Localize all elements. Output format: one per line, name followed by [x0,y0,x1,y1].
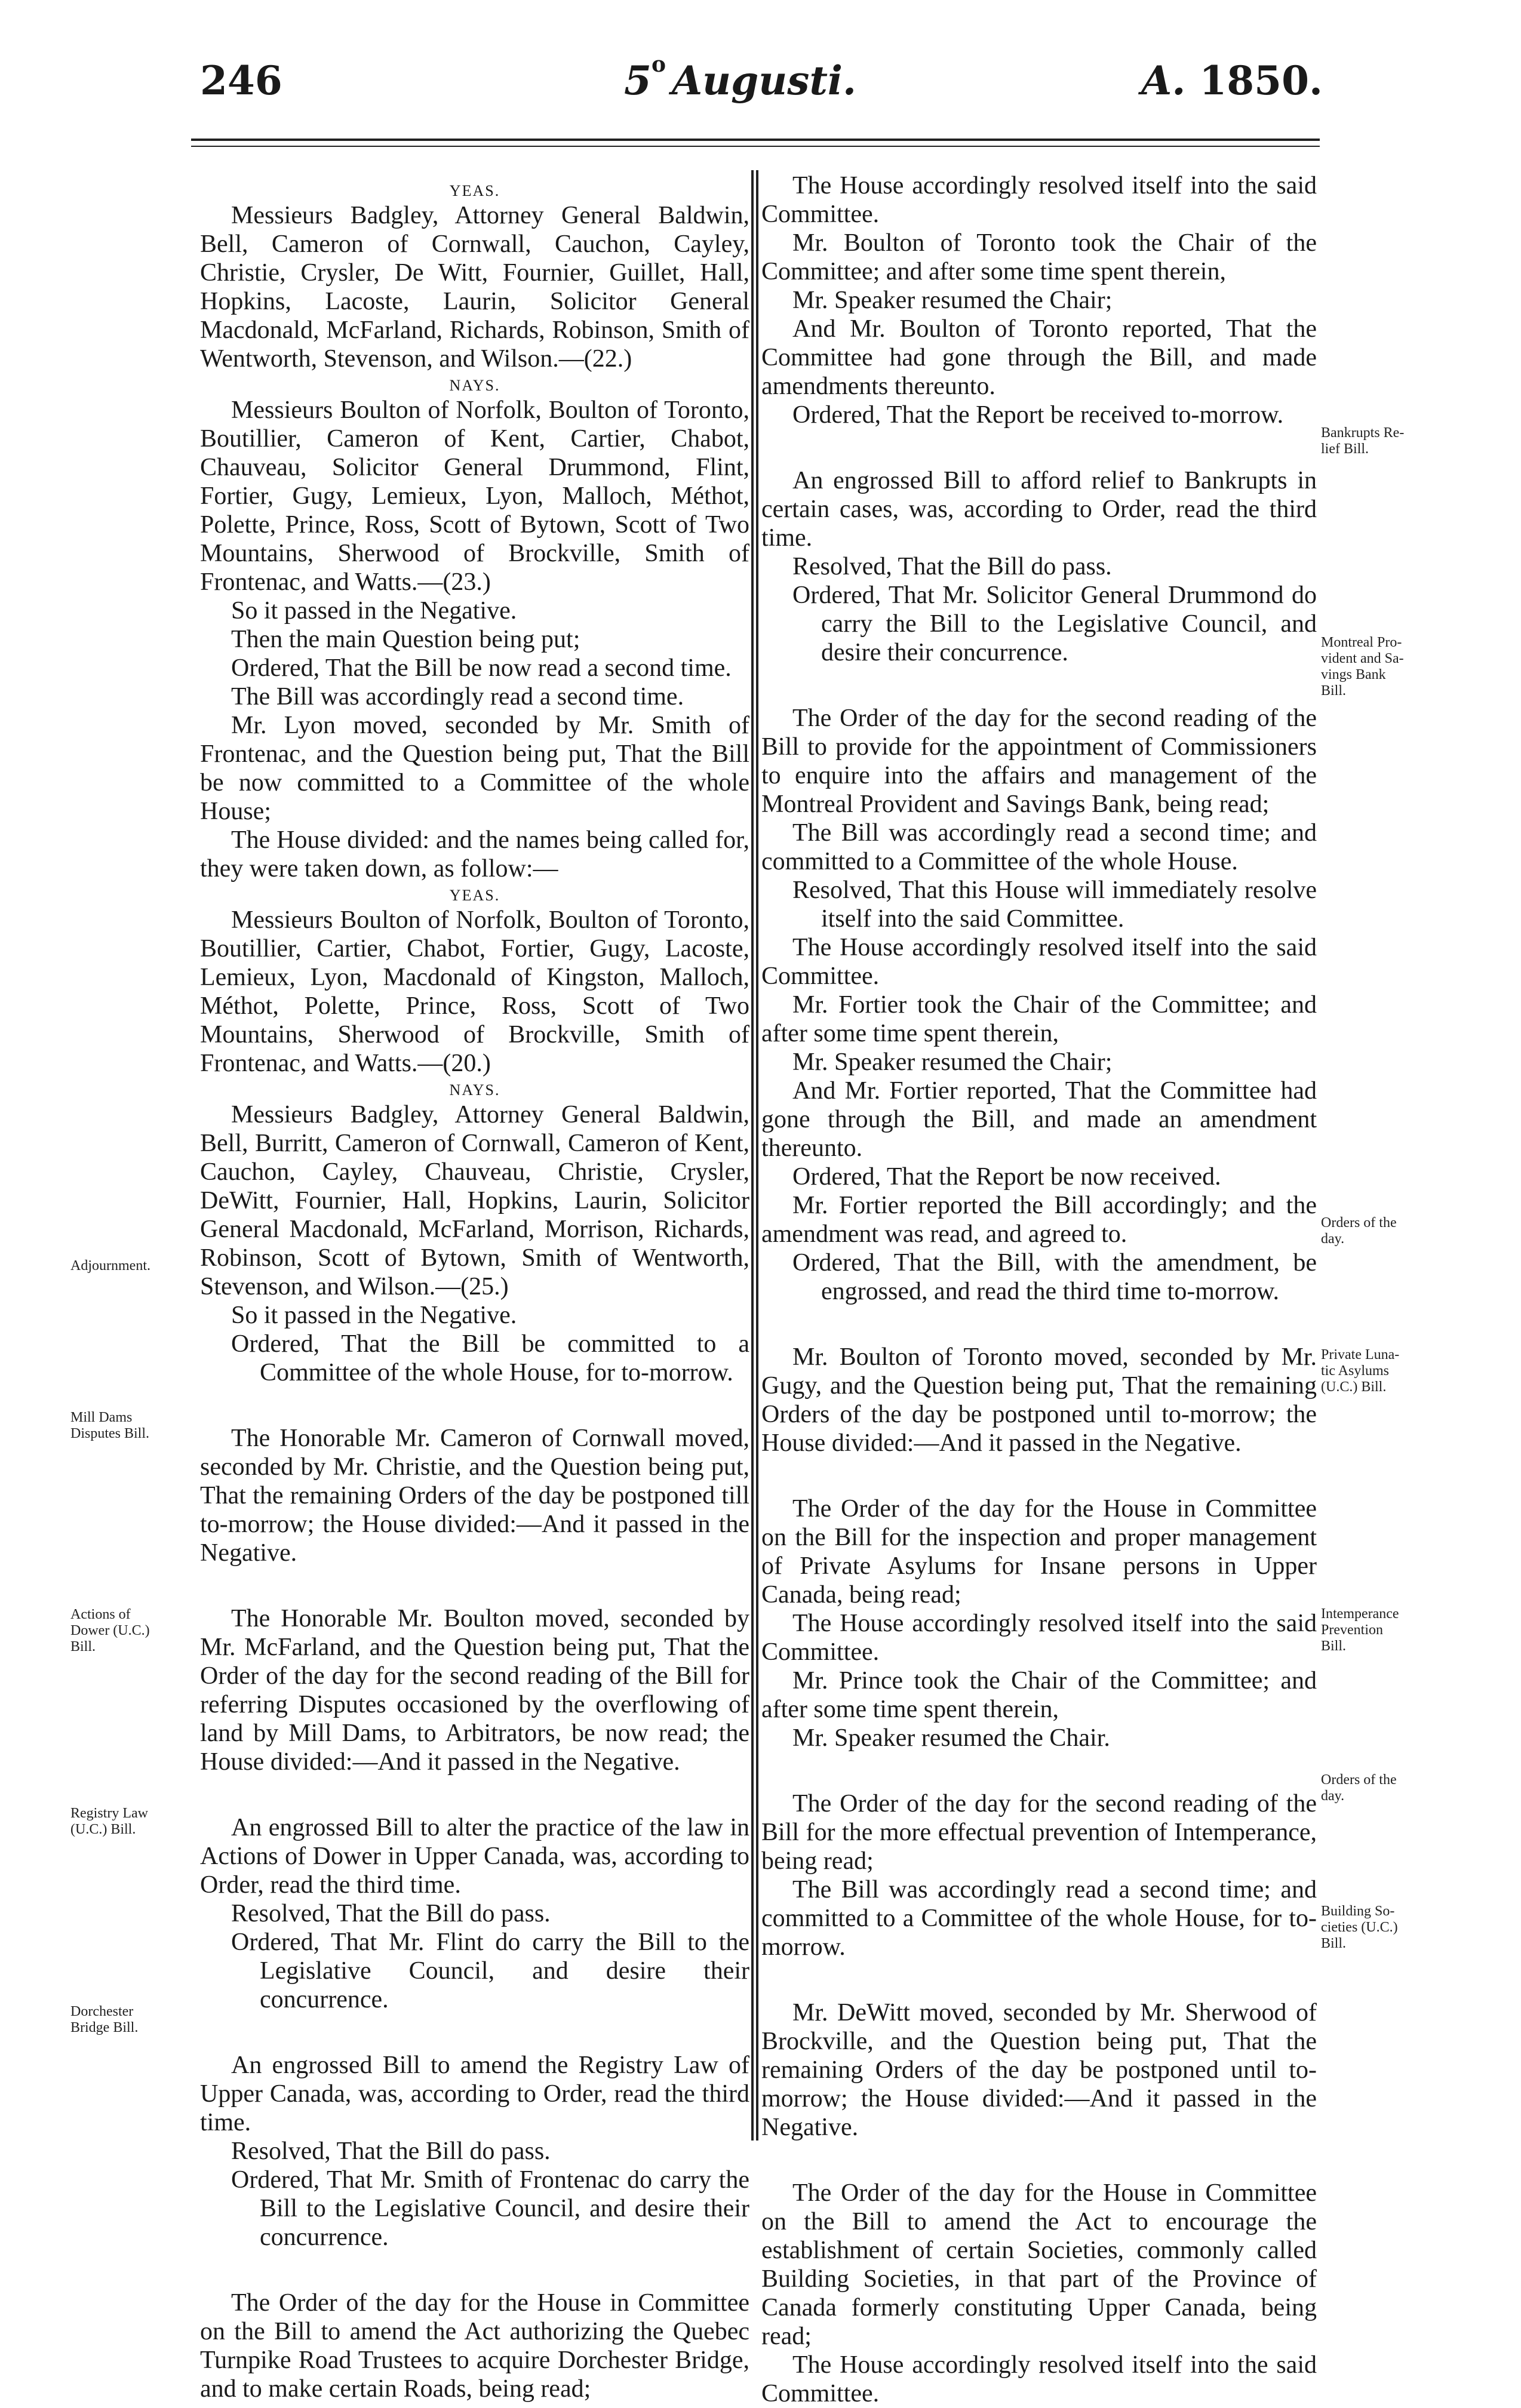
date-day: 5 [624,57,652,104]
adjournment-paragraph: The Honorable Mr. Cameron of Cornwall moved, seconded by Mr. Christie, and the Question being put, That the remaining Orders of the day be postponed till to-morrow; the House divided:—And it passed in the Negative. [200,1425,749,1567]
page-header [200,54,1323,107]
paragraph: So it passed in the Negative. [231,597,517,625]
dorchester-paragraph: The Order of the day for the House in Committee on the Bill to amend the Act authorizing the Quebec Turnpike Road Trustees to acquire Dorchester Bridge, and to make certain Roads, being read; [200,2289,749,2403]
left-column [200,170,749,2403]
order-paragraph: Ordered, That the Report be now received. [792,1163,1221,1191]
bankrupts-paragraph: An engrossed Bill to afford relief to Bankrupts in certain cases, was, according to Order, read the third time. [761,467,1317,552]
header-rule-thin [191,146,1320,147]
yeas-heading: YEAS. [449,182,500,199]
resolved-paragraph: Resolved, That the Bill do pass. [231,1900,551,1927]
note-line: Adjournment. [70,1258,150,1274]
paragraph: And Mr. Fortier reported, That the Committee had gone through the Bill, and made an amendment thereunto. [761,1077,1317,1162]
order-paragraph: Ordered, That the Report be received to-morrow. [792,401,1284,429]
note-line: day. [1321,1231,1345,1247]
dower-paragraph: An engrossed Bill to alter the practice of the law in Actions of Dower in Upper Canada, was, according to Order, read the third time. [200,1814,749,1899]
paragraph: The House accordingly resolved itself into the said Committee. [761,934,1317,990]
note-line: Registry Law [70,1806,148,1821]
note-line: Bill. [70,1639,96,1654]
margin-note-registry [70,1806,184,1838]
page-year [1141,54,1323,107]
order-paragraph: Ordered, That Mr. Flint do carry the Bill to the Legislative Council, and desire their concurrence. [231,1929,749,2013]
note-line: Montreal Pro- [1321,635,1402,650]
paragraph: So it passed in the Negative. [231,1302,517,1329]
margin-note-orders-of-day [1321,1215,1458,1247]
note-line: Bill. [1321,1936,1347,1951]
note-line: Disputes Bill. [70,1426,150,1441]
date-ordinal: o [651,52,666,77]
margin-note-intemperance [1321,1606,1458,1654]
margin-note-montreal-bank [1321,635,1458,699]
yeas-list: Messieurs Boulton of Norfolk, Boulton of Toronto, Boutillier, Cartier, Chabot, Fortier, Gugy, Lacoste, Lemieux, Lyon, Macdonald of Kingston, Malloch, Méthot, Polette, Prince, Ross, Scott of Two Mountains, Sherwood of Brockville, Smith of Frontenac, and Watts.—(20.) [200,906,749,1077]
order-paragraph: Ordered, That the Bill, with the amendment, be engrossed, and read the third time to-morrow. [792,1249,1317,1305]
paragraph: Mr. Lyon moved, seconded by Mr. Smith of Frontenac, and the Question being put, That the Bill be now committed to a Committee of the whole House; [200,712,749,825]
note-line: vings Bank [1321,667,1386,682]
paragraph: The Bill was accordingly read a second time; and committed to a Committee of the whole House. [761,819,1317,875]
nays-heading: NAYS. [449,1081,500,1099]
note-line: Dower (U.C.) [70,1623,150,1638]
montreal-bank-paragraph: The Order of the day for the second reading of the Bill to provide for the appointment of Commissioners to enquire into the affairs and management of the Montreal Provident and Savings Bank, being read; [761,705,1317,818]
note-line: (U.C.) Bill. [1321,1379,1387,1395]
paragraph: The House divided: and the names being called for, they were taken down, as follow:— [200,826,749,882]
paragraph: Mr. Speaker resumed the Chair. [792,1724,1110,1752]
note-line: Bridge Bill. [70,2020,139,2035]
paragraph: The Bill was accordingly read a second time; and committed to a Committee of the whole House, for to-morrow. [761,1876,1317,1961]
nays-heading: NAYS. [449,377,500,394]
note-line: Orders of the [1321,1772,1397,1788]
nays-list: Messieurs Badgley, Attorney General Baldwin, Bell, Burritt, Cameron of Cornwall, Cameron of Kent, Cauchon, Cayley, Chauveau, Christie, Crysler, DeWitt, Fournier, Hall, Hopkins, Laurin, Solicitor General Macdonald, McFarland, Morrison, Richards, Robinson, Scott of Bytown, Smith of Wentworth, Stevenson, and Wilson.—(25.) [200,1101,749,1300]
order-paragraph: Ordered, That Mr. Smith of Frontenac do carry the Bill to the Legislative Council, and desire their concurrence. [231,2166,749,2251]
paragraph: Ordered, That the Bill be now read a second time. [231,654,732,682]
page-date [624,54,856,107]
orders-of-day-paragraph: Mr. DeWitt moved, seconded by Mr. Sherwood of Brockville, and the Question being put, That the remaining Orders of the day be postponed until to-morrow; the House divided:—And it passed in the Negative. [761,1999,1317,2141]
paragraph: Mr. Speaker resumed the Chair; [792,287,1113,314]
column-divider-left [751,170,754,2141]
note-line: Mill Dams [70,1410,133,1425]
margin-note-bankrupts [1321,425,1458,457]
margin-note-mill-dams [70,1410,184,1442]
column-divider-right [756,170,758,2141]
paragraph: The House accordingly resolved itself into the said Committee. [761,1610,1317,1666]
paragraph: The House accordingly resolved itself into the said Committee. [761,172,1317,228]
note-line: tic Asylums [1321,1363,1390,1379]
paragraph: And Mr. Boulton of Toronto reported, That the Committee had gone through the Bill, and made amendments thereunto. [761,315,1317,400]
year-number: 1850. [1199,57,1323,104]
resolved-paragraph: Resolved, That the Bill do pass. [231,2138,551,2165]
intemperance-paragraph: The Order of the day for the second reading of the Bill for the more effectual prevention of Intemperance, being read; [761,1790,1317,1875]
paragraph: Mr. Fortier reported the Bill accordingly; and the amendment was read, and agreed to. [761,1192,1317,1248]
building-societies-paragraph: The Order of the day for the House in Committee on the Bill to amend the Act to encourage the establishment of certain Societies, commonly called Building Societies, in that part of the Province of Canada formerly constituting Upper Canada, being read; [761,2179,1317,2350]
resolved-paragraph: Resolved, That the Bill do pass. [792,553,1112,580]
resolved-paragraph: Resolved, That this House will immediately resolve itself into the said Committee. [792,877,1317,933]
note-line: cieties (U.C.) [1321,1920,1398,1935]
note-line: day. [1321,1788,1345,1804]
paragraph: The House accordingly resolved itself into the said Committee. [761,2351,1317,2407]
note-line: Private Luna- [1321,1347,1400,1363]
page-number: 246 [200,57,282,104]
header-rule-thick [191,139,1320,141]
note-line: Dorchester [70,2004,134,2019]
margin-note-orders-of-day [1321,1772,1458,1804]
date-month: Augusti. [671,57,856,104]
yeas-list: Messieurs Badgley, Attorney General Baldwin, Bell, Cameron of Cornwall, Cauchon, Cayley, Christie, Crysler, De Witt, Fournier, Guillet, Hall, Hopkins, Lacoste, Laurin, Solicitor General Macdonald, McFarland, Richards, Robinson, Smith of Wentworth, Stevenson, and Wilson.—(22.) [200,202,749,373]
order-paragraph: Ordered, That the Bill be committed to a Committee of the whole House, for to-morrow. [231,1330,749,1386]
right-column [761,170,1317,2407]
margin-note-lunatic-asylums [1321,1347,1458,1395]
note-line: Bill. [1321,683,1347,699]
margin-note-dower [70,1607,184,1655]
note-line: Actions of [70,1607,131,1622]
order-paragraph: Ordered, That Mr. Solicitor General Drummond do carry the Bill to the Legislative Council, and desire their concurrence. [792,582,1317,666]
note-line: vident and Sa- [1321,651,1404,666]
note-line: Building So- [1321,1903,1395,1919]
margin-note-adjournment [70,1258,184,1274]
yeas-heading: YEAS. [449,887,500,904]
note-line: Prevention [1321,1622,1383,1638]
lunatic-asylums-paragraph: The Order of the day for the House in Committee on the Bill for the inspection and proper management of Private Asylums for Insane persons in Upper Canada, being read; [761,1495,1317,1609]
year-prefix: A. [1141,57,1186,104]
paragraph: Then the main Question being put; [231,626,580,653]
note-line: Bankrupts Re- [1321,425,1405,441]
nays-list: Messieurs Boulton of Norfolk, Boulton of Toronto, Boutillier, Cameron of Kent, Cartier, Chabot, Chauveau, Solicitor General Drummond, Flint, Fortier, Gugy, Lemieux, Lyon, Malloch, Méthot, Polette, Prince, Ross, Scott of Bytown, Scott of Two Mountains, Sherwood of Brockville, Smith of Frontenac, and Watts.—(23.) [200,396,749,596]
margin-note-building-societies [1321,1903,1458,1952]
paragraph: Mr. Speaker resumed the Chair; [792,1048,1113,1076]
margin-note-dorchester [70,2004,184,2036]
registry-paragraph: An engrossed Bill to amend the Registry Law of Upper Canada, was, according to Order, read the third time. [200,2052,749,2136]
paragraph: Mr. Boulton of Toronto took the Chair of the Committee; and after some time spent therein, [761,229,1317,285]
note-line: (U.C.) Bill. [70,1822,136,1837]
note-line: lief Bill. [1321,441,1369,457]
paragraph: Mr. Prince took the Chair of the Committee; and after some time spent therein, [761,1667,1317,1723]
paragraph: The Bill was accordingly read a second time. [231,683,684,711]
note-line: Bill. [1321,1638,1347,1654]
mill-dams-paragraph: The Honorable Mr. Boulton moved, seconded by Mr. McFarland, and the Question being put, That the Order of the day for the second reading of the Bill for referring Disputes occasioned by the overflowing of land by Mill Dams, to Arbitrators, be now read; the House divided:—And it passed in the Negative. [200,1605,749,1776]
orders-of-day-paragraph: Mr. Boulton of Toronto moved, seconded by Mr. Gugy, and the Question being put, That the remaining Orders of the day be postponed until to-morrow; the House divided:—And it passed in the Negative. [761,1343,1317,1457]
note-line: Intemperance [1321,1606,1399,1622]
note-line: Orders of the [1321,1215,1397,1231]
paragraph: Mr. Fortier took the Chair of the Committee; and after some time spent therein, [761,991,1317,1047]
